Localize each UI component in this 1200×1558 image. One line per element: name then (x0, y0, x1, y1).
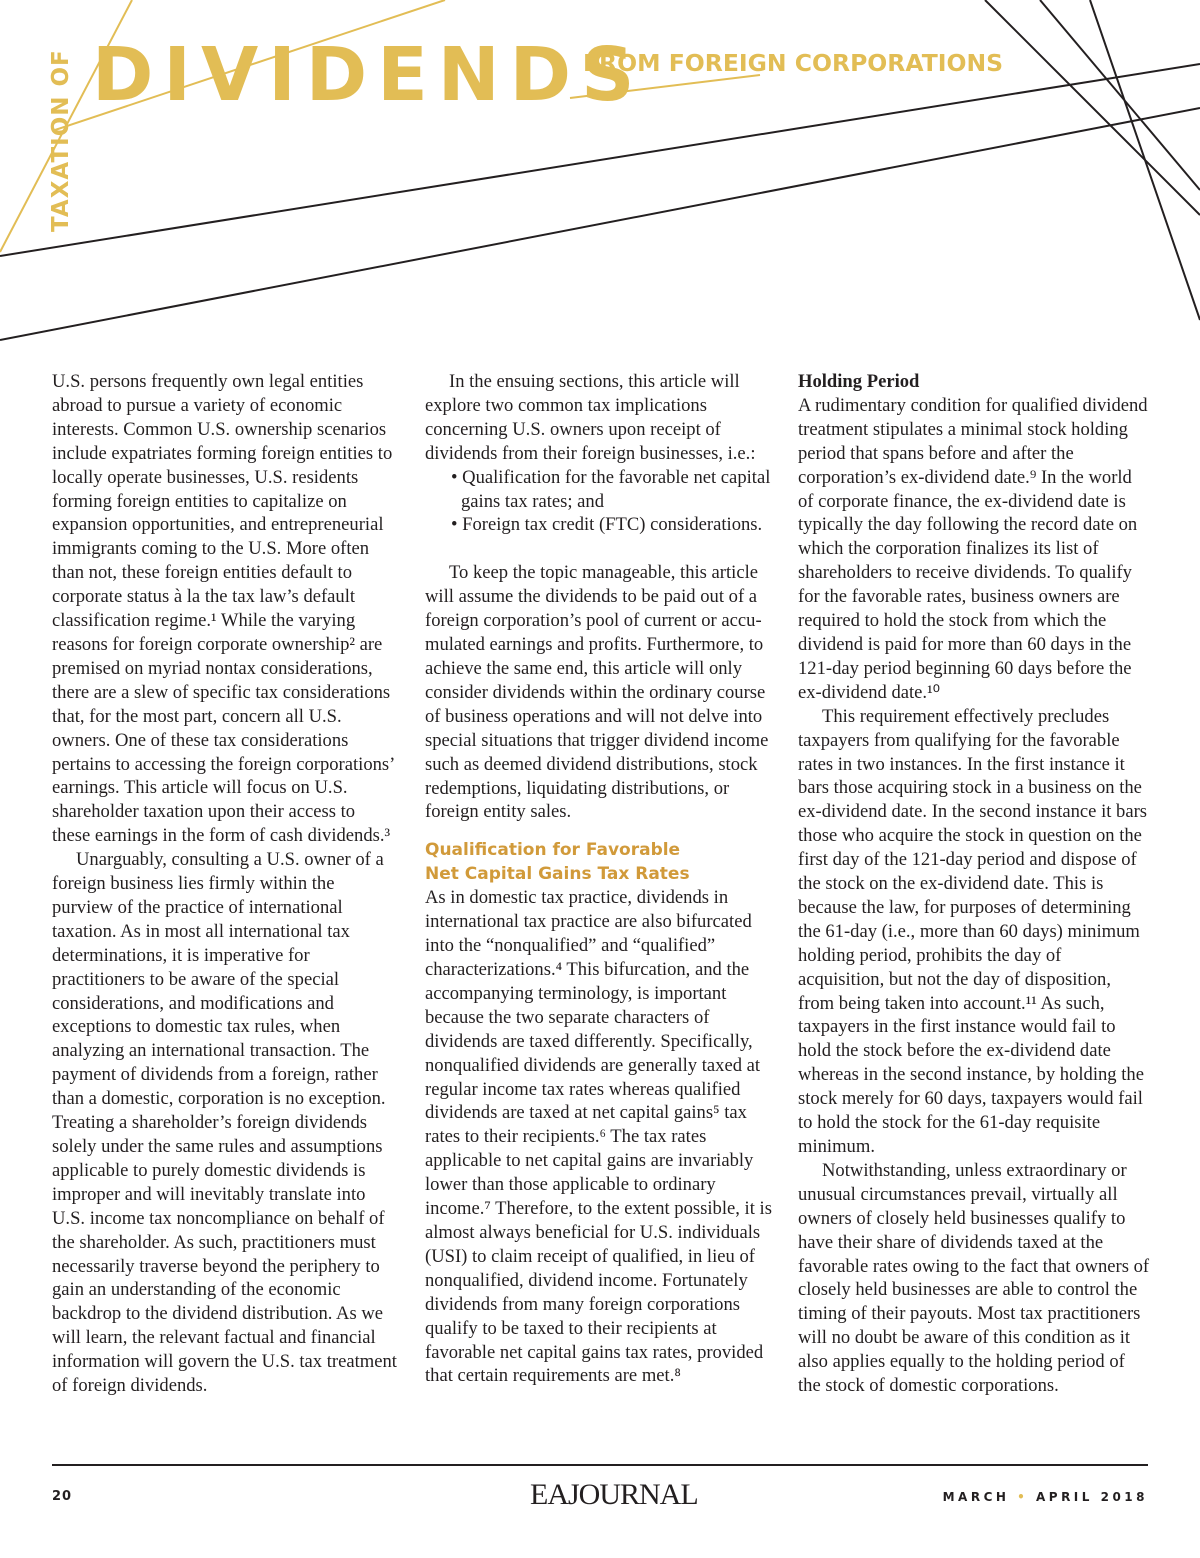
page-subtitle: FROM FOREIGN CORPORATIONS (583, 49, 1004, 77)
column-2 (425, 370, 777, 1388)
footer-rule (52, 1464, 1148, 1466)
paragraph: To keep the topic manageable, this article will assume the dividends to be paid out of a foreign corporation’s pool of current or accumulated earnings and profits. Furthermore, to achieve the same end, this article will only consider dividends within the ordinary course of business operations and will not delve into special situations that trigger dividend income such as deemed dividend distributions, stock redemptions, liquidating distributions, or foreign entity sales. (425, 562, 769, 823)
vertical-title: TAXATION OF (48, 49, 74, 232)
section-heading: Holding Period (798, 371, 920, 392)
column-1 (52, 370, 397, 1398)
section-heading: Qualification for Favorable Net Capital Gains Tax Rates (425, 840, 690, 885)
page-title: DIVIDENDS (92, 32, 645, 118)
page-number: 20 (52, 1489, 73, 1504)
paragraph: Notwithstanding, unless extraordinary or unusual circumstances prevail, virtually all owners of closely held businesses qualify to have their share of dividends taxed at the favorable rates owing to the fact that owners of closely held businesses are able to control the timing of their payouts. Most tax practitioners will no doubt be aware of this condition as it also applies equally to the holding period of the stock of domestic corporations. (798, 1159, 1150, 1397)
issue-date: MARCH • APRIL 2018 (942, 1490, 1148, 1504)
journal-logo: EAJOURNAL (530, 1478, 698, 1511)
paragraph: This requirement effectively precludes taxpayers from qualifying for the favorable rates in two instances. In the first instance it bars those acquiring stock in a business on the ex-dividend date. In the second instance it bars those who acquire the stock in question on the first day of the 121-day period and dispose of the stock on the ex-dividend date. This is because the law, for purposes of determining the 61-day (i.e., more than 60 days) minimum holding period, prohibits the day of acquisition, but not the day of disposition, from being taken into account.¹¹ As such, taxpayers in the first instance would fail to hold the stock before the ex-dividend date whereas in the second instance, by holding the stock merely for 60 days, taxpayers would fail to hold the stock for the 61-day requisite minimum. (798, 705, 1148, 1157)
column-3 (798, 370, 1150, 1398)
paragraph: A rudimentary condition for qualified dividend treatment stipulates a minimal stock holding period that spans before and after the corporation’s ex-dividend date.⁹ In the world of corporate finance, the ex-dividend date is typically the day following the record date on which the corporation finalizes its list of shareholders to receive dividends. To qualify for the favorable rates, business owners are required to hold the stock from which the dividend is paid for more than 60 days in the 121-day period beginning 60 days before the ex-dividend date.¹⁰ (798, 394, 1148, 703)
paragraph: In the ensuing sections, this article will explore two common tax implications concerning U.S. owners upon receipt of dividends from their foreign businesses, i.e.: (425, 371, 756, 464)
paragraph: Unarguably, consulting a U.S. owner of a foreign business lies firmly within the purview of the practice of international taxation. As in most all international tax determinations, it is imperative for practitioners to be aware of the special considerations, and modifications and exceptions to domestic tax rules, when analyzing an international transaction. The payment of dividends from a foreign, rather than a domestic, corporation is no exception. Treating a shareholder’s foreign dividends solely under the same rules and assumptions applicable to purely domestic dividends is improper and will inevitably translate into U.S. income tax noncompliance on behalf of the shareholder. As such, practitioners must necessarily traverse beyond the periphery to gain an understanding of the economic backdrop to the dividend distribution. As we will learn, the relevant factual and financial information will govern the U.S. tax treatment of foreign dividends. (52, 849, 397, 1397)
bullet-item: • Foreign tax credit (FTC) considerations. (451, 514, 763, 536)
bullet-item: • Qualification for the favorable net capital gains tax rates; and (451, 466, 771, 512)
paragraph: As in domestic tax practice, dividends in international tax practice are also bifurcated into the “nonqualified” and “qualified” characterizations.⁴ This bifurcation, and the accompanying terminology, is important because the two separate characters of dividends are taxed differently. Specifically, nonqualified dividends are generally taxed at regular income tax rates whereas qualified dividends are taxed at net capital gains⁵ tax rates to their recipients.⁶ The tax rates applicable to net capital gains are invariably lower than those applicable to ordinary income.⁷ Therefore, to the extent possible, it is almost always beneficial for U.S. individuals (USI) to claim receipt of qualified, in lieu of nonqualified, dividend income. Fortunately dividends from many foreign corporations qualify to be taxed to their recipients at favorable net capital gains tax rates, provided that certain requirements are met.⁸ (425, 887, 772, 1387)
paragraph: U.S. persons frequently own legal entities abroad to pursue a variety of economic interests. Common U.S. ownership scenarios include expatriates forming foreign entities to locally operate businesses, U.S. residents forming foreign entities to capitalize on expansion opportunities, and entrepreneurial immigrants coming to the U.S. More often than not, these foreign entities default to corporate status à la the tax law’s default classification regime.¹ While the varying reasons for foreign corporate ownership² are premised on myriad nontax considerations, there are a slew of specific tax considerations that, for the most part, concern all U.S. owners. One of these tax considerations pertains to accessing the foreign corporations’ earnings. This article will focus on U.S. shareholder taxation upon their access to these earnings in the form of cash dividends.³ (52, 371, 394, 847)
